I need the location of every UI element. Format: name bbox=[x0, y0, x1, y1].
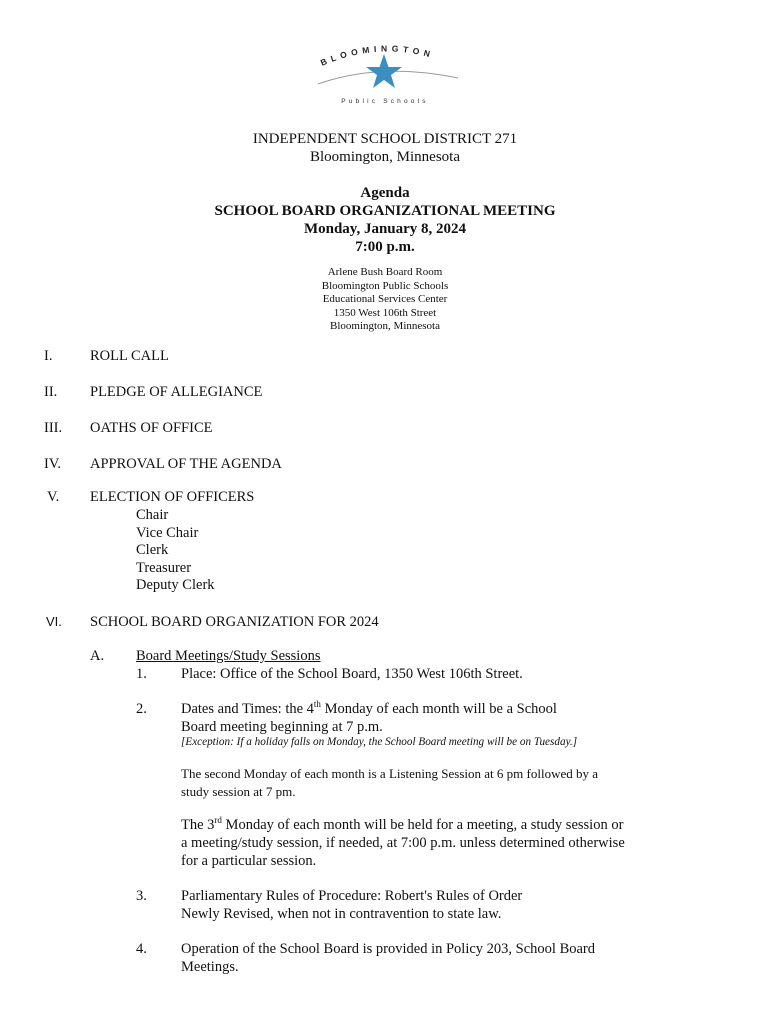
district-name: INDEPENDENT SCHOOL DISTRICT 271 bbox=[252, 131, 518, 147]
sub-number: 3. bbox=[136, 888, 147, 904]
listening-session-line1: The second Monday of each month is a Listening Session at 6 pm followed by a bbox=[181, 766, 599, 781]
address-line: Bloomington Public Schools bbox=[321, 279, 449, 292]
item-number: I. bbox=[44, 348, 53, 364]
sub-place: Place: Office of the School Board, 1350 West 106th Street. bbox=[181, 666, 523, 682]
section-letter: A. bbox=[90, 648, 105, 664]
officer-deputy-clerk: Deputy Clerk bbox=[136, 577, 215, 593]
svg-text:BLOOMINGTON bbox=[319, 43, 435, 67]
item-approval: APPROVAL OF THE AGENDA bbox=[90, 456, 282, 472]
sub-dates-line1: Dates and Times: the 4th Monday of each month will be a School bbox=[181, 699, 557, 717]
operation-line2: Meetings. bbox=[181, 959, 239, 975]
sub-dates-line2: Board meeting beginning at 7 p.m. bbox=[181, 719, 383, 735]
officer-vice-chair: Vice Chair bbox=[136, 524, 199, 541]
section-title: Board Meetings/Study Sessions bbox=[136, 648, 321, 664]
item-number: II. bbox=[44, 384, 58, 400]
operation-line1: Operation of the School Board is provided in Policy 203, School Board bbox=[181, 941, 596, 957]
item-oaths: OATHS OF OFFICE bbox=[90, 420, 213, 436]
meeting-title: SCHOOL BOARD ORGANIZATIONAL MEETING bbox=[214, 203, 556, 219]
third-monday-line1: The 3rd Monday of each month will be held for a meeting, a study session or bbox=[181, 815, 624, 833]
sub-number: 4. bbox=[136, 941, 147, 957]
officer-chair: Chair bbox=[136, 507, 169, 523]
item-pledge: PLEDGE OF ALLEGIANCE bbox=[90, 384, 263, 400]
district-logo bbox=[310, 40, 460, 106]
sub-number: 1. bbox=[136, 666, 147, 682]
item-number: V. bbox=[47, 489, 60, 505]
item-organization: SCHOOL BOARD ORGANIZATION FOR 2024 bbox=[90, 614, 379, 630]
item-election: ELECTION OF OFFICERS bbox=[90, 489, 255, 505]
item-number: III. bbox=[44, 420, 63, 436]
meeting-time: 7:00 p.m. bbox=[355, 239, 415, 255]
officer-clerk: Clerk bbox=[136, 542, 169, 558]
listening-session-line2: study session at 7 pm. bbox=[181, 783, 296, 799]
item-number: VI. bbox=[46, 614, 62, 629]
agenda-label: Agenda bbox=[360, 185, 410, 201]
address-line: Arlene Bush Board Room bbox=[327, 266, 443, 278]
third-monday-line3: for a particular session. bbox=[181, 853, 317, 869]
logo-sub-text: Public Schools bbox=[341, 98, 429, 105]
item-number: IV. bbox=[44, 456, 62, 472]
address-line: 1350 West 106th Street bbox=[333, 306, 437, 319]
logo-arc-text: BLOOMINGTON bbox=[318, 43, 436, 68]
officer-treasurer: Treasurer bbox=[136, 559, 192, 576]
district-city: Bloomington, Minnesota bbox=[310, 149, 460, 165]
address-line: Bloomington, Minnesota bbox=[330, 320, 440, 332]
rules-line2: Newly Revised, when not in contravention to state law. bbox=[181, 906, 502, 922]
sub-number: 2. bbox=[136, 701, 147, 717]
rules-line1: Parliamentary Rules of Procedure: Robert's Rules of Order bbox=[181, 888, 523, 904]
holiday-exception-note: [Exception: If a holiday falls on Monday, the School Board meeting will be on Tuesday.] bbox=[181, 736, 578, 748]
address-line: Educational Services Center bbox=[322, 293, 448, 305]
item-roll-call: ROLL CALL bbox=[90, 348, 169, 364]
third-monday-line2: a meeting/study session, if needed, at 7:00 p.m. unless determined otherwise bbox=[181, 835, 625, 851]
meeting-date: Monday, January 8, 2024 bbox=[303, 221, 467, 237]
